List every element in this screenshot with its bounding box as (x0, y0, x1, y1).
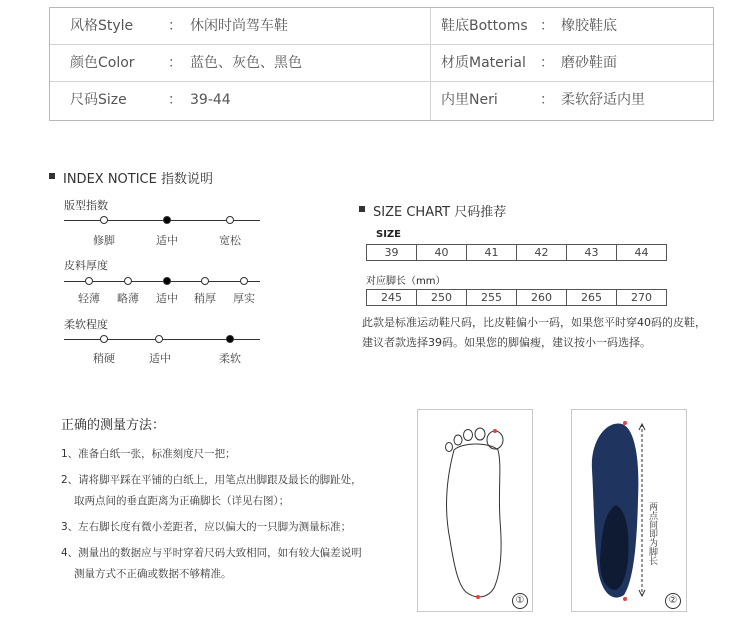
scale-dot (201, 277, 209, 285)
scale-tick: 修脚 (93, 234, 115, 247)
scale-label: 皮料厚度 (64, 259, 108, 272)
size-table (366, 244, 667, 261)
measure-step: 4、测量出的数据应与平时穿着尺码大致相同，如有较大偏差说明 (61, 547, 362, 559)
scale-tick: 稍硬 (93, 352, 115, 365)
spec-row (50, 81, 713, 118)
size-cell: 40 (417, 245, 467, 261)
foot-length-label: 对应脚长（mm） (366, 276, 446, 287)
foot-diagram (417, 409, 533, 612)
length-cell: 270 (617, 290, 667, 306)
spec-label: 材质Material (441, 55, 526, 71)
spec-table (49, 7, 714, 121)
scale-tick: 厚实 (233, 292, 255, 305)
scale-dot (100, 335, 108, 343)
scale-tick: 宽松 (219, 234, 241, 247)
spec-row (50, 44, 713, 81)
foot-outline-icon (418, 410, 532, 611)
scale-tick: 适中 (156, 234, 178, 247)
scale-tick: 适中 (149, 352, 171, 365)
diagram-number: ② (665, 593, 681, 609)
shoe-length-label: 两点间即为脚长 (647, 502, 657, 565)
spec-sep: ： (168, 18, 182, 34)
spec-row (50, 8, 713, 44)
size-cell: 43 (567, 245, 617, 261)
scale-tick: 适中 (156, 292, 178, 305)
size-note: 此款是标准运动鞋尺码，比皮鞋偏小一码，如果您平时穿40码的皮鞋， (362, 316, 706, 329)
length-cell: 245 (367, 290, 417, 306)
size-note: 建议者款选择39码。如果您的脚偏瘦，建议按小一码选择。 (362, 336, 651, 349)
spec-sep: ： (540, 92, 554, 108)
scale-line (64, 281, 260, 282)
scale-dot-selected (163, 216, 171, 224)
spec-label: 尺码Size (70, 92, 127, 108)
index-notice-title: INDEX NOTICE 指数说明 (63, 172, 213, 187)
scale-dot (155, 335, 163, 343)
spec-label: 内里Neri (441, 92, 498, 108)
measure-step: 测量方式不正确或数据不够精准。 (74, 568, 232, 580)
size-cell: 41 (467, 245, 517, 261)
measure-step: 取两点间的垂直距离为正确脚长（详见右图）； (74, 495, 290, 507)
length-cell: 250 (417, 290, 467, 306)
scale-tick: 柔软 (219, 352, 241, 365)
spec-sep: ： (540, 18, 554, 34)
size-label: SIZE (376, 229, 402, 240)
scale-label: 版型指数 (64, 199, 108, 212)
spec-value: 磨砂鞋面 (561, 55, 617, 71)
measure-title: 正确的测量方法： (61, 418, 166, 433)
measure-step: 3、左右脚长度有微小差距者，应以偏大的一只脚为测量标准； (61, 521, 352, 533)
spec-value: 39-44 (190, 92, 231, 108)
scale-tick: 稍厚 (194, 292, 216, 305)
length-table (366, 289, 667, 306)
spec-label: 风格Style (70, 18, 134, 34)
spec-label: 颜色Color (70, 55, 135, 71)
scale-dot-selected (163, 277, 171, 285)
scale-dot-selected (226, 335, 234, 343)
scale-dot (226, 216, 234, 224)
scale-label: 柔软程度 (64, 318, 108, 331)
size-cell: 42 (517, 245, 567, 261)
spec-value: 橡胶鞋底 (561, 18, 617, 34)
scale-dot (100, 216, 108, 224)
shoe-photo-icon (572, 410, 686, 611)
scale-dot (85, 277, 93, 285)
scale-tick: 轻薄 (78, 292, 100, 305)
shoe-diagram (571, 409, 687, 612)
spec-value: 柔软舒适内里 (561, 92, 645, 108)
bullet-square-icon (359, 206, 365, 212)
length-cell: 255 (467, 290, 517, 306)
spec-sep: ： (168, 92, 182, 108)
scale-tick: 略薄 (117, 292, 139, 305)
length-cell: 265 (567, 290, 617, 306)
measure-step: 2、请将脚平踩在平铺的白纸上，用笔点出脚跟及最长的脚趾处， (61, 474, 362, 486)
spec-value: 蓝色、灰色、黑色 (190, 55, 302, 71)
spec-value: 休闲时尚驾车鞋 (190, 18, 288, 34)
length-cell: 260 (517, 290, 567, 306)
diagram-number: ① (512, 593, 528, 609)
spec-sep: ： (540, 55, 554, 71)
size-cell: 39 (367, 245, 417, 261)
spec-sep: ： (168, 55, 182, 71)
measure-step: 1、准备白纸一张，标准刻度尺一把； (61, 448, 236, 460)
size-cell: 44 (617, 245, 667, 261)
bullet-square-icon (49, 173, 55, 179)
scale-dot (240, 277, 248, 285)
scale-dot (124, 277, 132, 285)
size-chart-title: SIZE CHART 尺码推荐 (373, 205, 507, 220)
spec-label: 鞋底Bottoms (441, 18, 528, 34)
